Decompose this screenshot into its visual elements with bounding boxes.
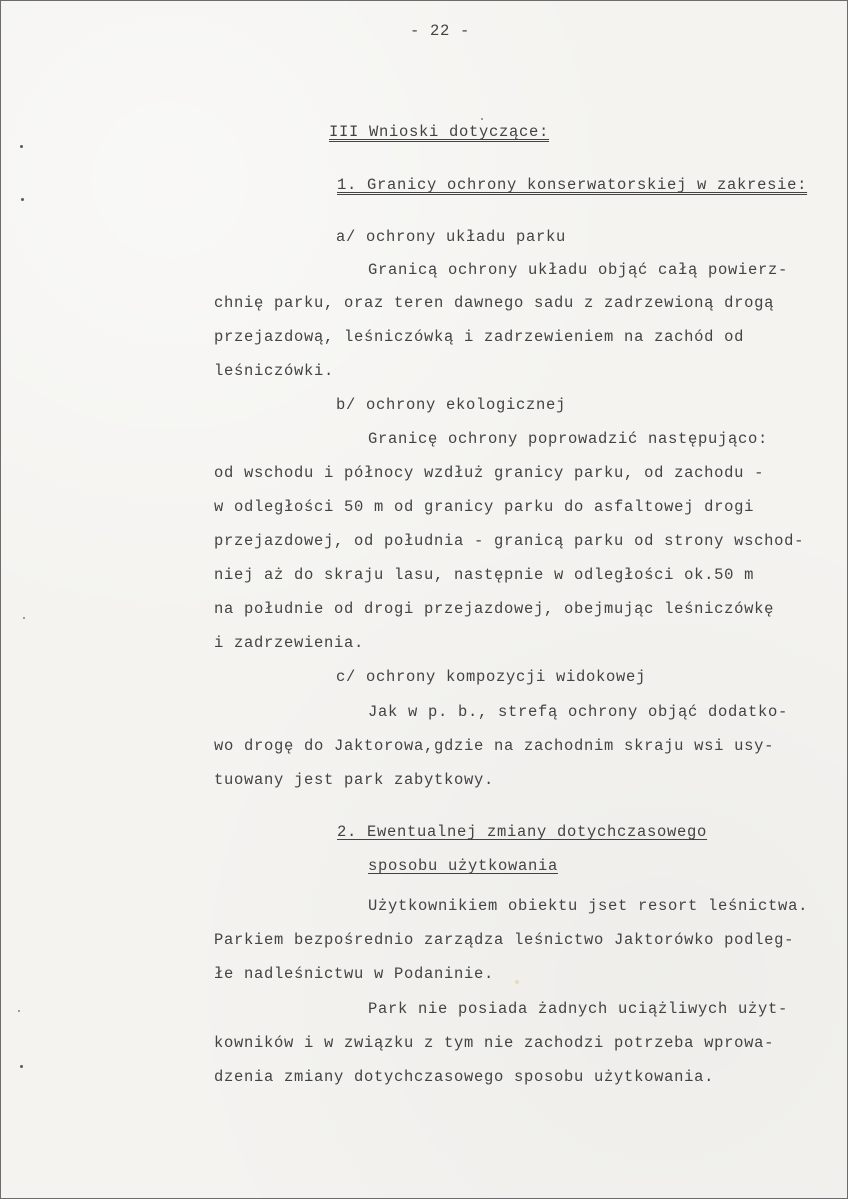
page-number: - 22 - [410,22,471,40]
subsection-b-line-6: na południe od drogi przejazdowej, obejmując leśniczówkę [214,600,775,618]
section-2-title-line-2: sposobu użytkowania [368,857,559,875]
subsection-a-line-4: leśniczówki. [214,362,335,380]
subsection-a-title: a/ ochrony układu parku [336,228,567,246]
left-margin-speck-3 [23,617,25,619]
left-margin-speck-4 [18,1010,20,1012]
section-2-paragraph-1-line-1: Użytkownikiem obiektu jset resort leśnictwa. [368,897,809,915]
section-title: III Wnioski dotyczące: [329,123,550,141]
left-margin-speck-5 [20,1065,23,1068]
paper-stain [515,980,519,984]
subsection-b-line-1: Granicę ochrony poprowadzić następująco: [368,430,769,448]
left-margin-speck-2 [21,198,24,201]
section-2-paragraph-2-line-1: Park nie posiada żadnych uciążliwych użyt- [368,1000,789,1018]
subsection-b-line-4: przejazdowej, od południa - granicą parku od strony wschod- [214,532,805,550]
section-2-paragraph-1-line-2: Parkiem bezpośrednio zarządza leśnictwo Jaktorówko podleg- [214,931,795,949]
subsection-c-title: c/ ochrony kompozycji widokowej [336,668,647,686]
subsection-a-line-3: przejazdową, leśniczówką i zadrzewieniem na zachód od [214,328,745,346]
subsection-b-line-5: niej aż do skraju lasu, następnie w odległości ok.50 m [214,566,755,584]
section-2-paragraph-2-line-3: dzenia zmiany dotychczasowego sposobu użytkowania. [214,1068,715,1086]
subsection-a-line-1: Granicą ochrony układu objąć całą powierz- [368,261,789,279]
subsection-b-line-7: i zadrzewienia. [214,634,365,652]
subsection-c-line-1: Jak w p. b., strefą ochrony objąć dodatko- [368,703,789,721]
section-2-paragraph-1-line-3: łe nadleśnictwu w Podaninie. [214,965,495,983]
subsection-b-title: b/ ochrony ekologicznej [336,396,567,414]
subsection-a-line-2: chnię parku, oraz teren dawnego sadu z zadrzewioną drogą [214,294,775,312]
subsection-b-line-2: od wschodu i północy wzdłuż granicy parku, od zachodu - [214,464,765,482]
section-1-title: 1. Granicy ochrony konserwatorskiej w zakresie: [337,176,808,194]
subsection-c-line-2: wo drogę do Jaktorowa,gdzie na zachodnim skraju wsi usy- [214,737,775,755]
left-margin-speck-1 [20,145,23,148]
section-2-paragraph-2-line-2: kowników i w związku z tym nie zachodzi potrzeba wprowa- [214,1034,775,1052]
section-2-title-line-1: 2. Ewentualnej zmiany dotychczasowego [337,823,708,841]
subsection-b-line-3: w odległości 50 m od granicy parku do asfaltowej drogi [214,498,755,516]
top-speck [481,118,483,120]
subsection-c-line-3: tuowany jest park zabytkowy. [214,771,495,789]
